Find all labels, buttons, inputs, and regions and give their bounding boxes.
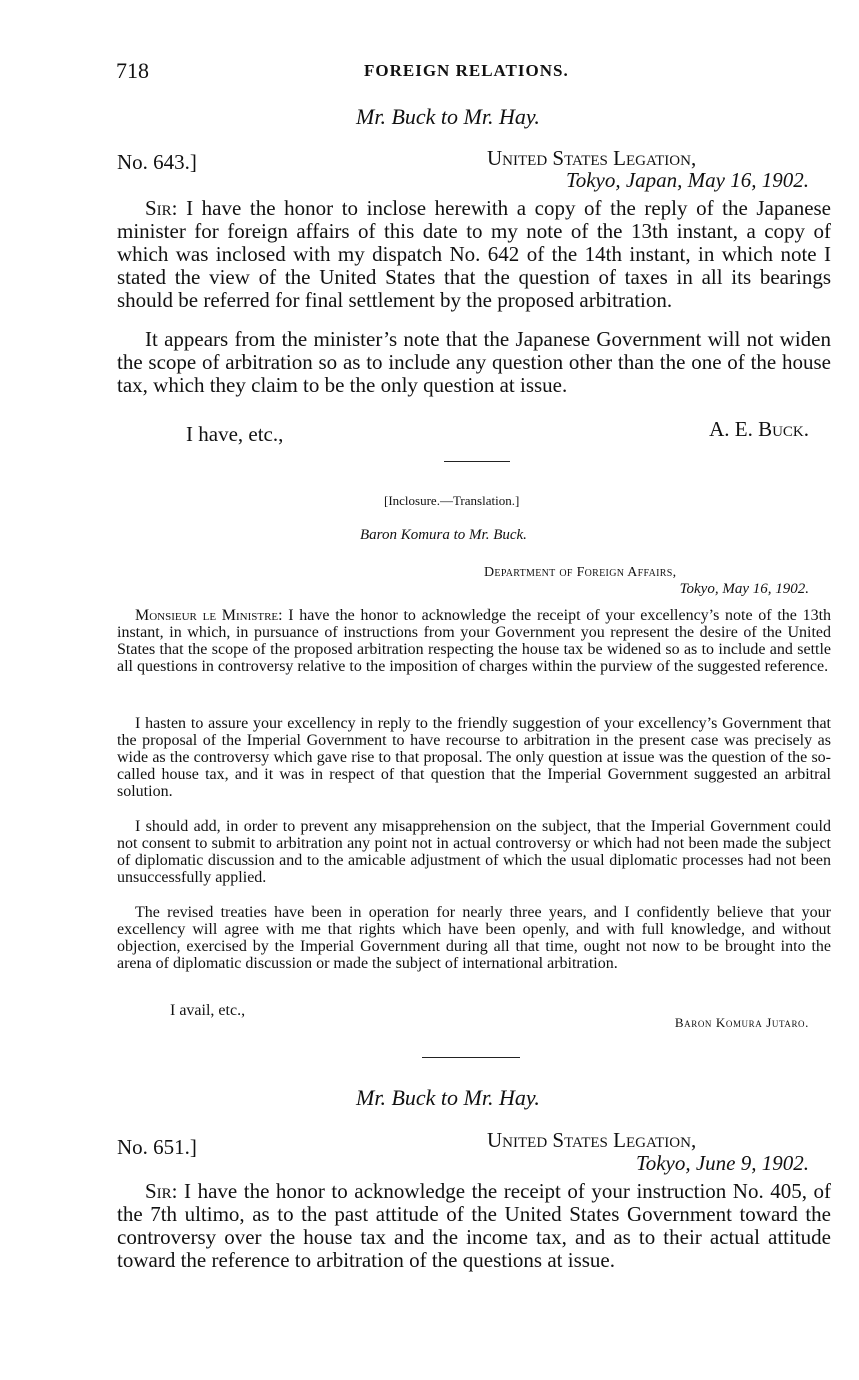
letter1-dispatch-number: No. 643.] [117,150,197,174]
page-number: 718 [116,58,149,83]
letter1-signature: A. E. Buck. [709,417,809,441]
inclosure-paragraph-2: I hasten to assure your excellency in reply to the friendly suggestion of your excellency’s Government that the proposal of the Imperial Government to have recourse to arbitration in the present case was precisely as wide as the controversy which gave rise to that proposal. The only question at issue was the question of the so-called house tax, and it was in respect of that question that the Imperial Government suggested an arbitral solution. [117,715,831,800]
letter1-paragraph-2: It appears from the minister’s note that the Japanese Government will not widen the scope of arbitration so as to include any question other than the one of the house tax, which they claim to be the only question at issue. [117,327,831,397]
inclosure-paragraph-4: The revised treaties have been in operation for nearly three years, and I confidently believe that your excellency will agree with me that rights which have been openly, and with full knowledge, and without objection, exercised by the Imperial Government during all that time, ought not now to be brought into the arena of diplomatic discussion or made the subject of international arbitration. [117,904,831,972]
letter1-paragraph-1-text: I have the honor to inclose herewith a copy of the reply of the Japanese minister for foreign affairs of this date to my note of the 13th instant, a copy of which was inclosed with my dispatch No. 642 of the 14th instant, in which note I stated the view of the United States that the question of taxes in all its bearings should be referred for final settlement by the proposed arbitration. [117,196,832,312]
letter2-paragraph-1-text: I have the honor to acknowledge the receipt of your instruction No. 405, of the 7th ultimo, as to the past attitude of the United States Government toward the controversy over the house tax and the income tax, and as to their actual attitude toward the reference to arbitration of the questions at issue. [117,1179,832,1272]
section-divider-2 [422,1057,520,1058]
letter1-legation: United States Legation, [487,146,697,170]
inclosure-department: Department of Foreign Affairs, [484,565,677,580]
running-title: FOREIGN RELATIONS. [364,61,569,80]
letter2-legation: United States Legation, [487,1128,697,1152]
letter1-salutation: Sir: [145,196,178,220]
letter2-dateline: Tokyo, June 9, 1902. [635,1151,809,1175]
letter1-closing: I have, etc., [186,422,284,446]
section-divider-1 [444,461,510,462]
inclosure-label: [Inclosure.—Translation.] [384,493,520,508]
inclosure-heading: Baron Komura to Mr. Buck. [360,527,527,543]
letter1-dateline: Tokyo, Japan, May 16, 1902. [565,168,809,192]
inclosure-paragraph-1-text: I have the honor to acknowledge the receipt of your excellency’s note of the 13th instant, in which, in pursuance of instructions from your Government you represent the desire of the United States that the scope of the proposed arbitration respecting the house tax be widened so as to include and settle all questions in controversy relative to the imposition of charges within the purview of the suggested reference. [117,607,832,675]
inclosure-paragraph-1 [117,607,831,675]
inclosure-closing: I avail, etc., [170,1002,246,1019]
letter2-salutation: Sir: [145,1179,178,1203]
letter1-heading: Mr. Buck to Mr. Hay. [356,104,540,129]
inclosure-signature: Baron Komura Jutaro. [674,1015,809,1030]
letter2-heading: Mr. Buck to Mr. Hay. [356,1085,540,1110]
letter1-paragraph-1 [117,197,831,312]
inclosure-paragraph-3: I should add, in order to prevent any misapprehension on the subject, that the Imperial Government could not consent to submit to arbitration any point not in actual controversy or which had not been made the subject of diplomatic discussion and to the amicable adjustment of which the usual diplomatic processes had not been unsuccessfully applied. [117,818,831,886]
inclosure-salutation: Monsieur le Ministre: [135,607,283,624]
letter2-dispatch-number: No. 651.] [117,1135,197,1159]
inclosure-dateline: Tokyo, May 16, 1902. [679,581,809,597]
letter2-paragraph-1 [117,1180,831,1272]
